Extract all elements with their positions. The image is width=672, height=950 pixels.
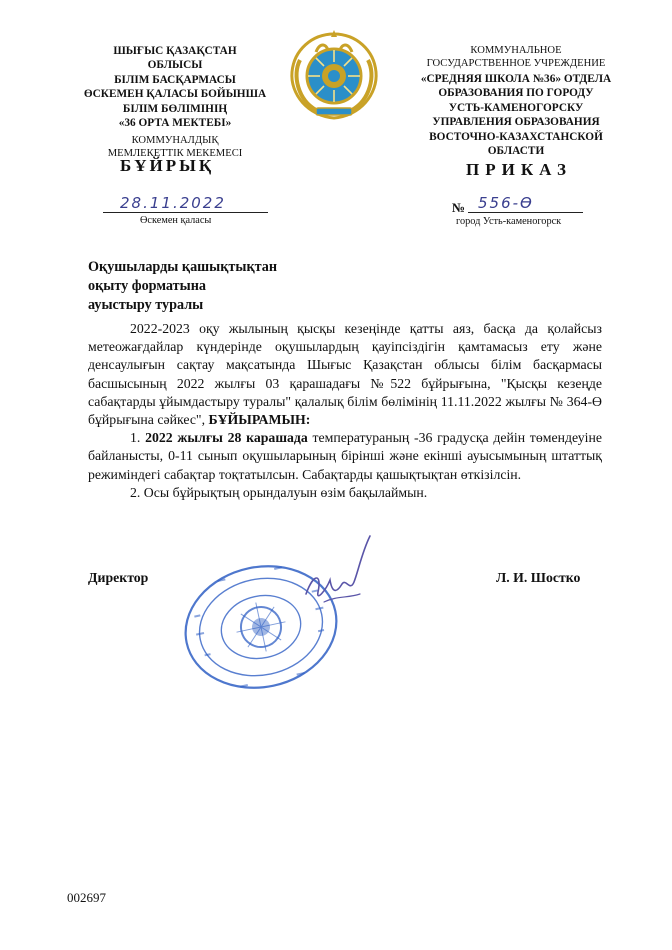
date-line: [103, 212, 268, 213]
header-right: [412, 44, 620, 158]
document-serial-number: 002697: [67, 890, 106, 905]
item-1: 1. 2022 жылғы 28 карашада температураның -36 градусқа дейін төмендеуіне байланысты, 0-11 сынып оқушыларының бірінші және екінші ауысымының штаттық режиміндегі сабақтар тоқтатылсын. Сабақтарды қашықтықтан өткізілсін.: [88, 430, 603, 482]
order-subject: Оқушыларды қашықтықтан оқыту форматына ауыстыру туралы: [88, 259, 278, 313]
city-ru: город Усть-каменогорск: [456, 216, 562, 227]
number-prefix: №: [452, 200, 466, 215]
order-body: [88, 320, 602, 502]
signer-role: Директор: [88, 570, 149, 585]
header-left: [75, 44, 275, 160]
handwritten-date: 28.11.2022: [120, 194, 226, 212]
order-word: БҰЙЫРАМЫН:: [208, 412, 311, 428]
handwritten-number: 556-Ө: [478, 194, 534, 212]
org-name-ru: «СРЕДНЯЯ ШКОЛА №36» ОТДЕЛА ОБРАЗОВАНИЯ ПО ГОРОДУ УСТЬ-КАМЕНОГОРСКУ УПРАВЛЕНИЯ ОБРАЗОВАНИЯ ВОСТОЧНО-КАЗАХСТАНСКОЙ ОБЛАСТИ: [420, 73, 612, 158]
org-name-kz: ШЫҒЫС ҚАЗАҚСТАН ОБЛЫСЫ БІЛІМ БАСҚАРМАСЫ ӨСКЕМЕН ҚАЛАСЫ БОЙЫНША БІЛІМ БӨЛІМІНІҢ «36 ОРТА МЕКТЕБІ»: [83, 45, 267, 130]
doc-title-ru: ПРИКАЗ: [466, 160, 572, 179]
handwritten-signature-icon: [296, 532, 376, 622]
intro-paragraph: 2022-2023 оқу жылының қысқы кезеңінде қатты аяз, басқа да қолайсыз метеожағдайлар күндерінде оқушылардың қауіпсіздігін қамтамасыз ету және денсаулығын сақтау мақсатында Шығыс Қазақстан облысы білім басқармасы басшысының 2022 жылғы 03 қарашадағы №522 бұйрығына, "Қысқы кезеңде сабақтарды ұйымдастыру туралы" қалалық білім бөлімінің 11.11.2022 жылғы № 364-Ө бұйрығына сәйкес", БҰЙЫРАМЫН:: [88, 321, 602, 428]
item-2: 2. Осы бұйрықтың орындалуын өзім бақылаймын.: [130, 484, 428, 500]
number-line: [468, 212, 583, 213]
org-type-kz: КОММУНАЛДЫҚ МЕМЛЕКЕТТІК МЕКЕМЕСІ: [107, 135, 243, 160]
city-kz: Өскемен қаласы: [140, 215, 212, 226]
doc-title-kz: БҰЙРЫҚ: [120, 156, 215, 175]
state-emblem-icon: [286, 30, 382, 122]
signer-name: Л. И. Шостко: [496, 570, 581, 585]
org-type-ru: КОММУНАЛЬНОЕ ГОСУДАРСТВЕННОЕ УЧРЕЖДЕНИЕ: [426, 45, 606, 69]
